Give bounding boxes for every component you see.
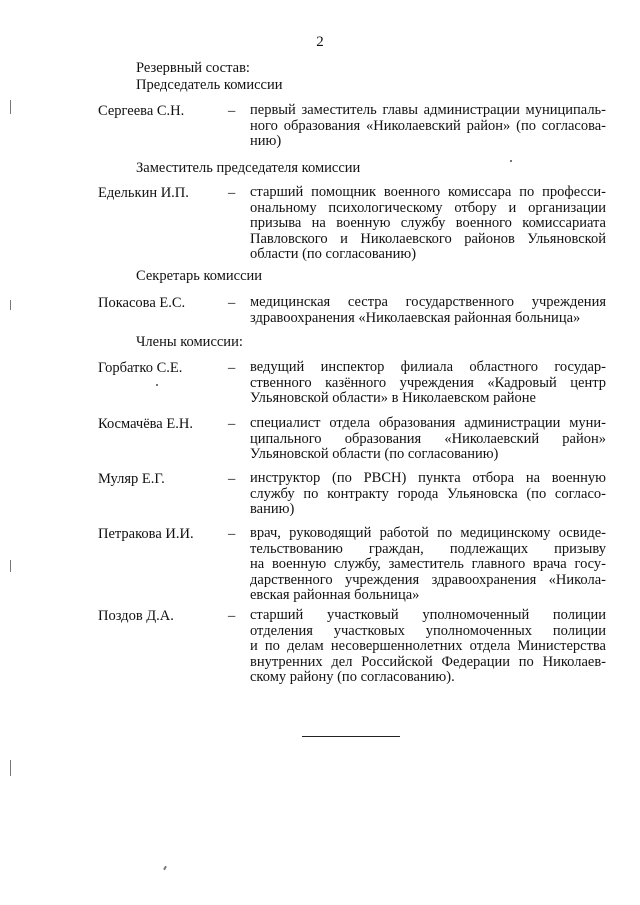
- scan-speck: [510, 160, 512, 162]
- heading-reserve: Резервный состав:: [136, 60, 250, 76]
- dash-separator: –: [228, 416, 236, 432]
- heading-chairman: Председатель комиссии: [136, 77, 283, 93]
- role-line: скому району (по согласованию).: [250, 669, 455, 686]
- person-name: Сергеева С.Н.: [98, 103, 185, 119]
- scan-speck: [10, 560, 11, 572]
- scan-speck: [156, 384, 158, 386]
- person-role: [250, 526, 606, 604]
- person-role: [250, 295, 606, 326]
- role-line: ципального образования «Николаевский район»: [250, 430, 606, 447]
- heading-deputy: Заместитель председателя комиссии: [136, 160, 361, 176]
- role-line: и по делам несовершеннолетних отдела Министерства: [250, 638, 606, 655]
- role-line: первый заместитель главы администрации муниципаль-: [250, 102, 606, 118]
- person-name: Поздов Д.А.: [98, 608, 174, 624]
- role-line: ного образования «Николаевский район» (по согласова-: [250, 117, 606, 134]
- person-name: Покасова Е.С.: [98, 295, 186, 311]
- heading-members: Члены комиссии:: [136, 334, 243, 350]
- role-line: ванию): [250, 501, 295, 518]
- role-line: Ульяновской области (по согласованию): [250, 446, 499, 463]
- page-number: 2: [316, 34, 324, 50]
- heading-secretary: Секретарь комиссии: [136, 268, 263, 284]
- end-rule: [302, 736, 400, 737]
- role-line: Ульяновской области» в Николаевском районе: [250, 390, 536, 407]
- role-line: на военную службу, заместитель главного врача госу-: [250, 556, 606, 573]
- role-line: внутренних дел Российской Федерации по Николаев-: [250, 653, 606, 670]
- role-line: специалист отдела образования администрации муни-: [250, 415, 606, 431]
- role-line: призыва на военную службу военного комиссариата: [250, 215, 606, 232]
- role-line: ственного казённого учреждения «Кадровый центр: [250, 374, 606, 391]
- person-role: [250, 608, 606, 686]
- person-name: Космачёва Е.Н.: [98, 416, 193, 432]
- person-role: [250, 416, 606, 463]
- person-role: [250, 103, 606, 150]
- role-line: старший участковый уполномоченный полиции: [250, 607, 606, 623]
- person-name: Петракова И.И.: [98, 526, 194, 542]
- role-line: инструктор (по РВСН) пункта отбора на военную: [250, 470, 606, 486]
- role-line: ональному психологическому отбору и организации: [250, 199, 606, 216]
- person-name: Еделькин И.П.: [98, 185, 189, 201]
- role-line: ведущий инспектор филиала областного государ-: [250, 359, 606, 375]
- role-line: врач, руководящий работой по медицинскому освиде-: [250, 525, 606, 541]
- dash-separator: –: [228, 360, 236, 376]
- dash-separator: –: [228, 526, 236, 542]
- role-line: службу по контракту города Ульяновска (по согласо-: [250, 485, 606, 502]
- role-line: здравоохранения «Николаевская районная больница»: [250, 309, 581, 326]
- dash-separator: –: [228, 103, 236, 119]
- role-line: Павловского и Николаевского районов Ульяновской: [250, 230, 606, 247]
- person-name: Горбатко С.Е.: [98, 360, 183, 376]
- person-role: [250, 471, 606, 518]
- role-line: тельствованию граждан, подлежащих призыву: [250, 540, 606, 557]
- role-line: отделения участковых уполномоченных полиции: [250, 622, 606, 639]
- scan-speck: [163, 866, 167, 870]
- scan-speck: [10, 760, 11, 776]
- person-role: [250, 185, 606, 263]
- role-line: евская районная больница»: [250, 587, 420, 604]
- dash-separator: –: [228, 185, 236, 201]
- role-line: дарственного учреждения здравоохранения «Никола-: [250, 571, 606, 588]
- role-line: медицинская сестра государственного учреждения: [250, 294, 606, 310]
- dash-separator: –: [228, 608, 236, 624]
- role-line: области (по согласованию): [250, 246, 417, 263]
- role-line: старший помощник военного комиссара по професси-: [250, 184, 606, 200]
- scan-speck: [10, 100, 11, 114]
- person-name: Муляр Е.Г.: [98, 471, 165, 487]
- dash-separator: –: [228, 471, 236, 487]
- scan-speck: [10, 300, 11, 310]
- dash-separator: –: [228, 295, 236, 311]
- role-line: нию): [250, 133, 282, 150]
- person-role: [250, 360, 606, 407]
